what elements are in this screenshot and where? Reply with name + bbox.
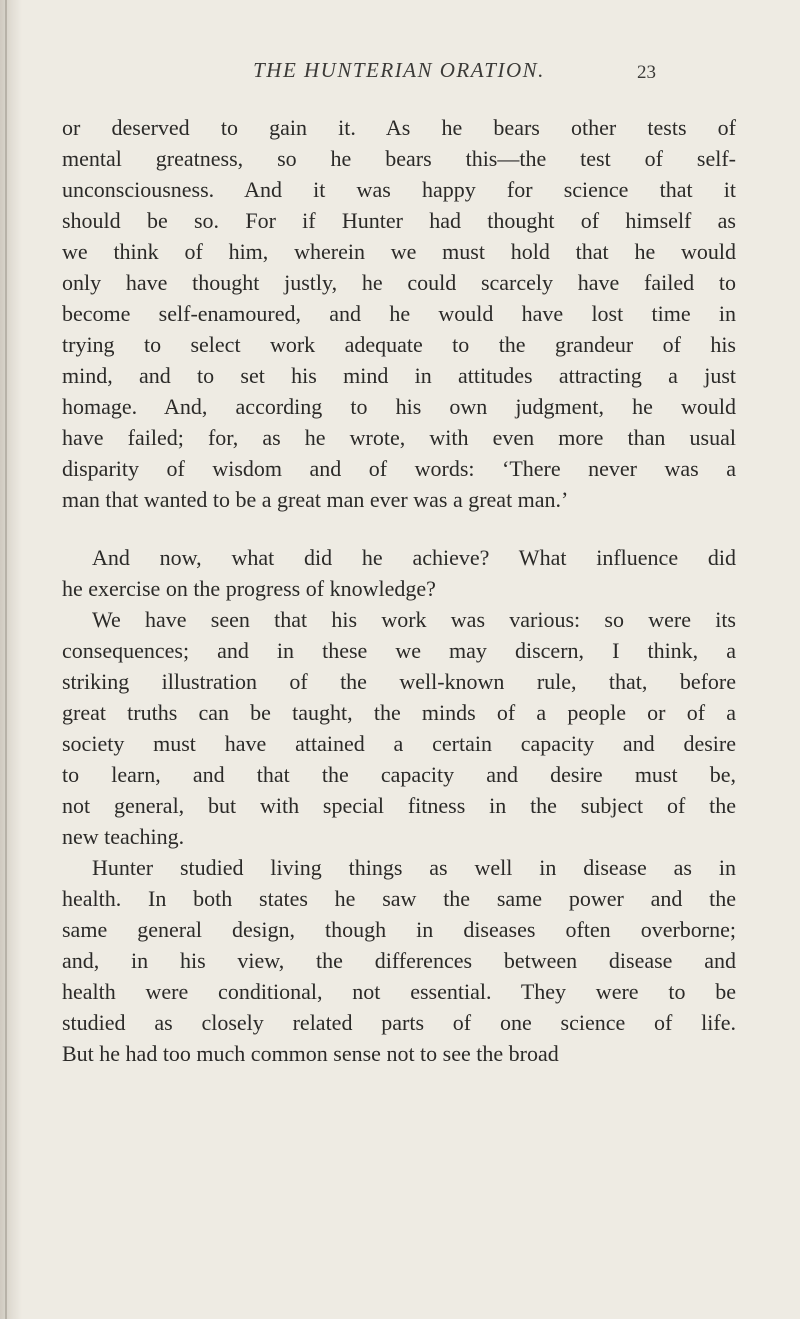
- text-line: become self-enamoured, and he would have lost time in: [62, 301, 736, 326]
- text-line: or deserved to gain it. As he bears other tests of: [62, 115, 736, 140]
- text-line: And now, what did he achieve? What influence did: [92, 545, 736, 570]
- text-line: to learn, and that the capacity and desire must be,: [62, 762, 736, 787]
- paragraph: [62, 542, 736, 604]
- text-line: should be so. For if Hunter had thought of himself as: [62, 208, 736, 233]
- text-line: society must have attained a certain capacity and desire: [62, 731, 736, 756]
- text-line: he exercise on the progress of knowledge?: [62, 576, 436, 601]
- binding-edge: [5, 0, 7, 1319]
- text-line: disparity of wisdom and of words: ‘There never was a: [62, 456, 736, 481]
- paragraph: [62, 604, 736, 852]
- text-line: But he had too much common sense not to see the broad: [62, 1041, 559, 1066]
- text-line: Hunter studied living things as well in disease as in: [92, 855, 736, 880]
- text-line: man that wanted to be a great man ever was a great man.’: [62, 487, 569, 512]
- text-line: health. In both states he saw the same power and the: [62, 886, 736, 911]
- text-line: we think of him, wherein we must hold that he would: [62, 239, 736, 264]
- text-line: striking illustration of the well-known rule, that, before: [62, 669, 736, 694]
- text-line: only have thought justly, he could scarcely have failed to: [62, 270, 736, 295]
- paragraph: [62, 852, 736, 1069]
- text-line: unconsciousness. And it was happy for science that it: [62, 177, 736, 202]
- text-line: great truths can be taught, the minds of a people or of a: [62, 700, 736, 725]
- text-line: We have seen that his work was various: so were its: [92, 607, 736, 632]
- text-line: mind, and to set his mind in attitudes attracting a just: [62, 363, 736, 388]
- text-line: mental greatness, so he bears this—the test of self-: [62, 146, 736, 171]
- text-line: homage. And, according to his own judgment, he would: [62, 394, 736, 419]
- text-line: same general design, though in diseases often overborne;: [62, 917, 736, 942]
- text-line: consequences; and in these we may discern, I think, a: [62, 638, 736, 663]
- text-line: new teaching.: [62, 824, 185, 849]
- binding-shadow: [0, 0, 22, 1319]
- running-head: [148, 58, 656, 88]
- body-text: [62, 112, 736, 1069]
- running-title: THE HUNTERIAN ORATION.: [253, 58, 545, 82]
- text-line: health were conditional, not essential. They were to be: [62, 979, 736, 1004]
- text-line: have failed; for, as he wrote, with even more than usual: [62, 425, 736, 450]
- text-line: trying to select work adequate to the grandeur of his: [62, 332, 736, 357]
- page-number: 23: [637, 62, 656, 83]
- text-line: not general, but with special fitness in the subject of the: [62, 793, 736, 818]
- paragraph: [62, 112, 736, 515]
- text-line: and, in his view, the differences between disease and: [62, 948, 736, 973]
- text-line: studied as closely related parts of one science of life.: [62, 1010, 736, 1035]
- paragraph-spacer: [62, 515, 736, 542]
